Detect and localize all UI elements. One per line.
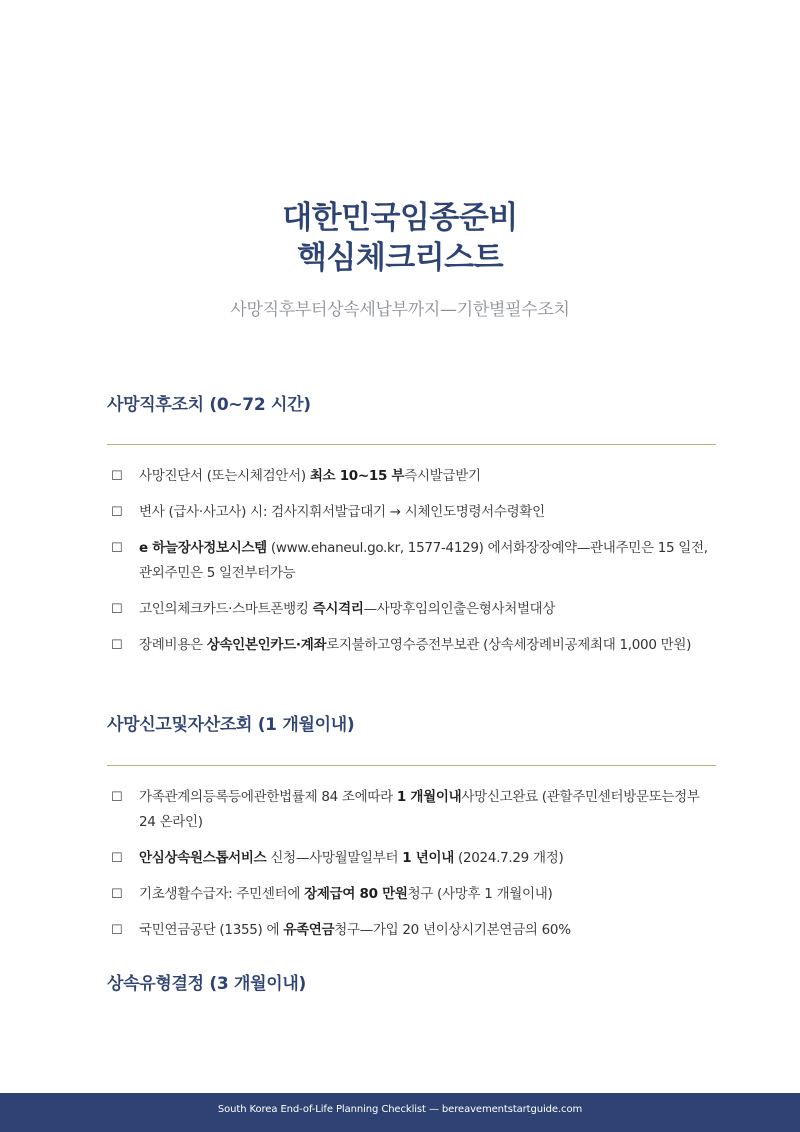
section-divider	[107, 765, 716, 766]
emphasis-text: 1 년이내	[402, 850, 454, 866]
checklist-item-text	[139, 633, 716, 658]
item-text-run: (2024.7.29 개정)	[454, 850, 564, 866]
emphasis-text: 장제급여 80 만원	[304, 886, 408, 902]
checklist-item-text	[139, 536, 716, 586]
checklist-item-text	[139, 464, 716, 489]
checklist-item	[107, 464, 716, 489]
section-inheritance-type	[107, 972, 716, 996]
item-text-run: 장례비용은	[139, 637, 207, 653]
checkbox-icon[interactable]: ☐	[111, 887, 123, 902]
checkbox-icon[interactable]: ☐	[111, 851, 123, 866]
emphasis-text: 안심상속원스톱서비스	[139, 850, 267, 866]
checkbox-icon[interactable]: ☐	[111, 602, 123, 617]
checklist-item	[107, 846, 716, 871]
item-text-run: —사망후임의인출은형사처벌대상	[363, 601, 556, 617]
checklist	[107, 785, 716, 954]
checklist-item	[107, 633, 716, 658]
checkbox-icon[interactable]: ☐	[111, 505, 123, 520]
title-block	[0, 198, 800, 320]
checklist-item-text	[139, 918, 716, 943]
item-text-run: 가족관계의등록등에관한법률제 84 조에따라	[139, 789, 397, 805]
checklist-item-text	[139, 846, 716, 871]
item-text-run: 변사 (급사·사고사) 시: 검사지휘서발급대기 → 시체인도명령서수령확인	[139, 504, 545, 520]
item-text-run: 청구 (사망후 1 개월이내)	[407, 886, 553, 902]
item-text-run: 신청—사망월말일부터	[266, 850, 403, 866]
item-text-run: 기초생활수급자: 주민센터에	[139, 886, 305, 902]
item-text-run: 국민연금공단 (1355) 에	[139, 922, 284, 938]
checklist-item	[107, 918, 716, 943]
item-text-run: 로지불하고영수증전부보관 (상속세장례비공제최대 1,000 만원)	[326, 637, 692, 653]
item-text-run: (www.ehaneul.go.kr, 1577-4129) 에서화장장예약—관내주민은 15 일전, 관외주민은 5 일전부터가능	[139, 540, 708, 581]
emphasis-text: 최소 10~15 부	[309, 468, 405, 484]
item-text-run: 청구—가입 20 년이상시기본연금의 60%	[334, 922, 571, 938]
checklist-item-text	[139, 597, 716, 622]
section-heading: 사망신고및자산조회 (1 개월이내)	[107, 715, 355, 735]
checklist-item	[107, 882, 716, 907]
checkbox-icon[interactable]: ☐	[111, 923, 123, 938]
emphasis-text: 즉시격리	[312, 601, 364, 617]
document-title-line-1: 대한민국임종준비	[282, 200, 518, 236]
checklist-item-text	[139, 785, 716, 835]
checklist-item	[107, 597, 716, 622]
checkbox-icon[interactable]: ☐	[111, 790, 123, 805]
checklist-item-text	[139, 500, 716, 525]
section-death-report-asset-inquiry	[107, 713, 716, 938]
item-text-run: 사망신고완료 (관할주민센터방문또는정부 24 온라인)	[139, 789, 700, 830]
checkbox-icon[interactable]: ☐	[111, 541, 123, 556]
item-text-run: 사망진단서 (또는시체검안서)	[139, 468, 310, 484]
checklist	[107, 464, 716, 669]
section-immediate-actions	[107, 393, 716, 653]
section-divider	[107, 444, 716, 445]
emphasis-text: 1 개월이내	[396, 789, 462, 805]
item-text-run: 즉시발급받기	[404, 468, 481, 484]
emphasis-text: 유족연금	[283, 922, 335, 938]
checkbox-icon[interactable]: ☐	[111, 638, 123, 653]
document-title-line-2: 핵심체크리스트	[296, 240, 504, 276]
checklist-item	[107, 536, 716, 586]
checklist-item	[107, 500, 716, 525]
checkbox-icon[interactable]: ☐	[111, 469, 123, 484]
footer-text: South Korea End-of-Life Planning Checklist — bereavementstartguide.com	[217, 1104, 583, 1115]
emphasis-text: e 하늘장사정보시스템	[139, 540, 267, 556]
emphasis-text: 상속인본인카드·계좌	[206, 637, 327, 653]
section-heading: 사망직후조치 (0~72 시간)	[107, 395, 311, 415]
item-text-run: 고인의체크카드·스마트폰뱅킹	[139, 601, 313, 617]
page-footer	[0, 1093, 800, 1132]
checklist-item-text	[139, 882, 716, 907]
checklist-item	[107, 785, 716, 835]
section-heading: 상속유형결정 (3 개월이내)	[107, 974, 306, 994]
document-subtitle: 사망직후부터상속세납부까지—기한별필수조치	[230, 300, 570, 320]
